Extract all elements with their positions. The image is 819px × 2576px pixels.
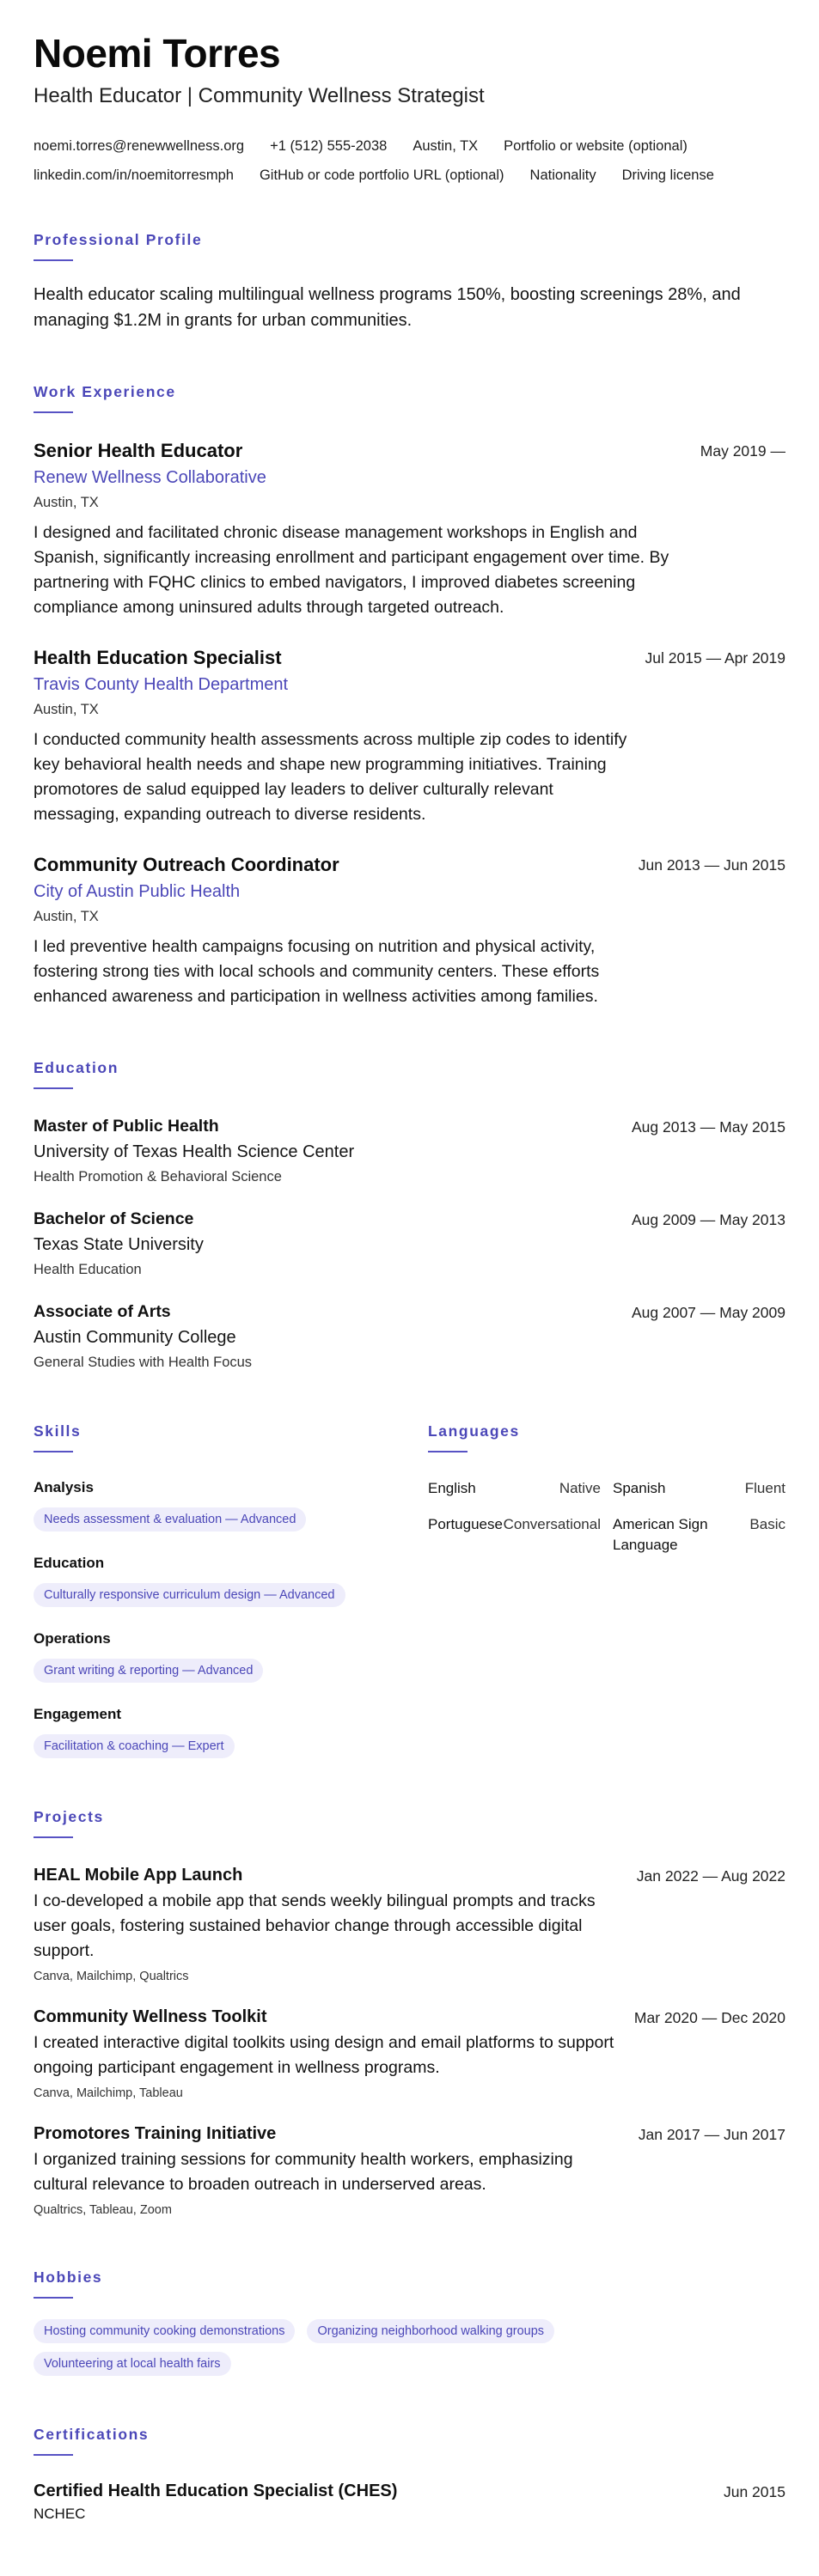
skill-category: Operations	[34, 1630, 111, 1647]
job-description: I led preventive health campaigns focusing on nutrition and physical activity, fostering strong ties with local schools and community centers. These efforts enhanced awareness and participation in wellness activities among families.	[34, 937, 600, 1007]
contact-email[interactable]: noemi.torres@renewwellness.org	[34, 138, 245, 155]
field-of-study: Health Promotion & Behavioral Science	[34, 1169, 282, 1185]
contact-row	[34, 131, 785, 161]
job-dates: May 2019 —	[700, 442, 785, 460]
profile-summary: Health educator scaling multilingual wellness programs 150%, boosting screenings 28%, and managing $1.2M in grants for urban communities.	[34, 285, 741, 331]
languages-grid	[428, 1478, 785, 1556]
project-dates: Jan 2022 — Aug 2022	[636, 1867, 785, 1885]
section-divider	[34, 2297, 73, 2299]
contact-driving-license: Driving license	[621, 167, 714, 184]
resume-header	[34, 33, 785, 190]
language-name: Portuguese	[428, 1516, 503, 1533]
project-tools: Canva, Mailchimp, Qualtrics	[34, 1970, 189, 1984]
employer: Renew Wellness Collaborative	[34, 468, 266, 488]
job-description: I designed and facilitated chronic disease management workshops in English and Spanish, significantly increasing enrollment and participant engagement over time. By partnering with FQHC clinics to embed navigators, I improved diabetes screening compliance among uninsured adults through targeted outreach.	[34, 523, 669, 618]
certification-name: Certified Health Education Specialist (CHES)	[34, 2482, 398, 2501]
experience-section	[34, 383, 785, 1009]
education-dates: Aug 2009 — May 2013	[631, 1211, 785, 1229]
section-divider	[34, 1451, 73, 1452]
job-location: Austin, TX	[34, 702, 99, 718]
field-of-study: General Studies with Health Focus	[34, 1355, 253, 1371]
school: Austin Community College	[34, 1328, 236, 1348]
hobby-chip: Volunteering at local health fairs	[34, 2352, 231, 2376]
job-title: Community Outreach Coordinator	[34, 854, 339, 876]
job-location: Austin, TX	[34, 909, 99, 925]
job-dates: Jul 2015 — Apr 2019	[645, 649, 785, 667]
project-dates: Jan 2017 — Jun 2017	[638, 2126, 785, 2144]
experience-entry	[34, 853, 785, 1009]
skill-chip: Needs assessment & evaluation — Advanced	[34, 1507, 306, 1532]
skills-section	[34, 1422, 428, 1758]
degree: Bachelor of Science	[34, 1209, 194, 1229]
contact-nationality: Nationality	[529, 167, 596, 184]
section-divider	[34, 1087, 73, 1089]
skill-category: Education	[34, 1555, 105, 1572]
section-title: Hobbies	[34, 2268, 103, 2287]
language-name: Spanish	[613, 1480, 666, 1497]
project-tools: Canva, Mailchimp, Tableau	[34, 2086, 183, 2101]
skills-languages-row	[34, 1422, 785, 1758]
contact-row-2	[34, 161, 785, 190]
section-title: Projects	[34, 1808, 104, 1826]
project-name: HEAL Mobile App Launch	[34, 1866, 243, 1885]
section-title: Work Experience	[34, 383, 176, 401]
languages-section	[428, 1422, 785, 1758]
candidate-headline: Health Educator | Community Wellness Strategist	[34, 84, 485, 108]
contact-portfolio[interactable]: Portfolio or website (optional)	[504, 138, 688, 155]
education-entry	[34, 1115, 785, 1187]
language-name: English	[428, 1480, 476, 1497]
project-tools: Qualtrics, Tableau, Zoom	[34, 2203, 172, 2218]
skill-chip: Culturally responsive curriculum design — Advanced	[34, 1583, 345, 1607]
language-item	[613, 1514, 785, 1556]
job-description: I conducted community health assessments across multiple zip codes to identify key behavioral health needs and shape new programming initiatives. Training promotores de salud equipped lay leaders to deliver culturally relevant messaging, expanding outreach to diverse residents.	[34, 730, 627, 825]
certifications-section	[34, 2426, 785, 2524]
section-title: Languages	[428, 1422, 520, 1440]
field-of-study: Health Education	[34, 1262, 142, 1278]
employer: Travis County Health Department	[34, 675, 289, 695]
project-description: I organized training sessions for community health workers, emphasizing cultural relevance to broaden outreach in underserved areas.	[34, 2150, 573, 2195]
language-level: Native	[559, 1480, 601, 1497]
language-level: Fluent	[744, 1480, 785, 1497]
skill-category: Analysis	[34, 1479, 94, 1496]
section-divider	[34, 259, 73, 261]
skill-chip: Grant writing & reporting — Advanced	[34, 1659, 263, 1683]
project-name: Community Wellness Toolkit	[34, 2007, 267, 2027]
job-dates: Jun 2013 — Jun 2015	[638, 856, 785, 874]
project-entry	[34, 2006, 785, 2102]
job-title: Senior Health Educator	[34, 440, 243, 462]
project-dates: Mar 2020 — Dec 2020	[633, 2009, 785, 2027]
section-divider	[34, 2454, 73, 2456]
section-divider	[34, 1836, 73, 1838]
experience-entry	[34, 439, 785, 620]
certification-date: Jun 2015	[723, 2483, 785, 2501]
certification-issuer: NCHEC	[34, 2506, 86, 2523]
education-dates: Aug 2007 — May 2009	[631, 1304, 785, 1322]
job-title: Health Education Specialist	[34, 647, 282, 669]
education-entry	[34, 1208, 785, 1280]
language-item	[428, 1514, 601, 1556]
employer: City of Austin Public Health	[34, 882, 241, 902]
language-level: Basic	[749, 1516, 785, 1533]
job-location: Austin, TX	[34, 495, 99, 511]
language-name: American Sign Language	[613, 1516, 708, 1554]
contact-location: Austin, TX	[413, 138, 479, 155]
section-title: Skills	[34, 1422, 82, 1440]
project-entry	[34, 1864, 785, 1985]
hobby-chip: Hosting community cooking demonstrations	[34, 2319, 295, 2343]
certification-entry	[34, 2480, 785, 2524]
skill-chip: Facilitation & coaching — Expert	[34, 1734, 235, 1758]
candidate-name: Noemi Torres	[34, 31, 281, 76]
project-description: I created interactive digital toolkits using design and email platforms to support ongoing participant engagement in wellness programs.	[34, 2033, 614, 2078]
projects-section	[34, 1808, 785, 2219]
section-divider	[428, 1451, 468, 1452]
section-title: Education	[34, 1059, 119, 1077]
education-dates: Aug 2013 — May 2015	[631, 1118, 785, 1136]
section-title: Certifications	[34, 2426, 150, 2444]
degree: Master of Public Health	[34, 1117, 219, 1136]
school: University of Texas Health Science Center	[34, 1142, 355, 1162]
section-divider	[34, 411, 73, 413]
experience-entry	[34, 646, 785, 827]
contact-linkedin[interactable]: linkedin.com/in/noemitorresmph	[34, 167, 234, 184]
project-name: Promotores Training Initiative	[34, 2124, 277, 2144]
contact-github[interactable]: GitHub or code portfolio URL (optional)	[259, 167, 504, 184]
language-item	[428, 1478, 601, 1499]
hobby-chip: Organizing neighborhood walking groups	[307, 2319, 554, 2343]
education-section	[34, 1059, 785, 1373]
hobbies-section	[34, 2268, 785, 2376]
skill-category: Engagement	[34, 1706, 122, 1723]
profile-section	[34, 231, 785, 333]
language-item	[613, 1478, 785, 1499]
language-level: Conversational	[503, 1516, 601, 1533]
school: Texas State University	[34, 1235, 204, 1255]
degree: Associate of Arts	[34, 1302, 171, 1322]
project-description: I co-developed a mobile app that sends weekly bilingual prompts and tracks user goals, fostering sustained behavior change through accessible digital support.	[34, 1891, 596, 1961]
hobby-chips	[34, 2319, 652, 2376]
section-title: Professional Profile	[34, 231, 203, 249]
project-entry	[34, 2122, 785, 2219]
contact-phone[interactable]: +1 (512) 555-2038	[270, 138, 388, 155]
education-entry	[34, 1300, 785, 1373]
